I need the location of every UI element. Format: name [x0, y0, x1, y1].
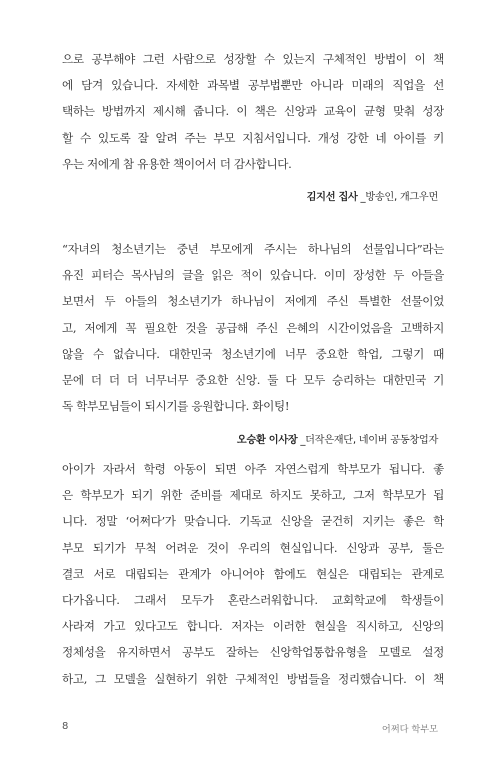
- text-line: 택하는 방법까지 제시해 줍니다. 이 책은 신앙과 교육이 균형 맞춰 성장: [62, 104, 444, 119]
- paragraph-2: [62, 236, 444, 419]
- paragraph-1: [62, 46, 444, 177]
- signature-separator: _: [297, 435, 306, 446]
- endorser-name: 오승환 이사장: [236, 435, 298, 446]
- text-line: 유진 피터슨 목사님의 글을 읽은 적이 있습니다. 이미 장성한 두 아들을: [62, 268, 444, 283]
- endorser-signature: [237, 431, 438, 446]
- endorser-name: 김지선 집사: [306, 192, 358, 203]
- text-line: 결코 서로 대립되는 관계가 아니어야 함에도 현실은 대립되는 관계로: [62, 566, 444, 581]
- text-line: 고, 저에게 꼭 필요한 것을 공급해 주신 은혜의 시간이었음을 고백하지: [62, 320, 444, 335]
- endorser-title: 더작은재단, 네이버 공동창업자: [305, 435, 438, 446]
- text-line: 으로 공부해야 그런 사람으로 성장할 수 있는지 구체적인 방법이 이 책: [62, 52, 444, 66]
- text-line: 사라져 가고 있다고도 합니다. 저자는 이러한 현실을 직시하고, 신앙의: [62, 619, 444, 634]
- text-line: 은 학부모가 되기 위한 준비를 제대로 하지도 못하고, 그저 학부모가 됩: [62, 488, 444, 503]
- text-line: 니다. 정말 ‘어쩌다’가 맞습니다. 기독교 신앙을 굳건히 지키는 좋은 학: [62, 514, 444, 529]
- paragraph-3: [62, 456, 444, 692]
- text-line: 우는 저에게 참 유용한 책이어서 더 감사합니다.: [62, 156, 292, 171]
- text-line: 아이가 자라서 학령 아동이 되면 아주 자연스럽게 학부모가 됩니다. 좋: [62, 462, 444, 476]
- text-line: 에 담겨 있습니다. 자세한 과목별 공부법뿐만 아니라 미래의 직업을 선: [62, 78, 444, 93]
- text-line: 않을 수 없습니다. 대한민국 청소년기에 너무 중요한 학업, 그렇기 때: [62, 346, 444, 361]
- text-line: 할 수 있도록 잘 알려 주는 부모 지침서입니다. 개성 강한 네 아이를 키: [62, 130, 444, 145]
- text-line: 문에 더 더 더 너무너무 중요한 신앙. 둘 다 모두 승리하는 대한민국 기: [62, 372, 444, 387]
- endorser-signature: [307, 188, 438, 203]
- running-title: 어쩌다 학부모: [381, 724, 438, 735]
- signature-separator: _: [357, 192, 366, 203]
- text-line: 정체성을 유지하면서 공부도 잘하는 신앙학업통합유형을 모델로 설정: [62, 645, 444, 660]
- text-line: 독 학부모님들이 되시기를 응원합니다. 화이팅!: [62, 399, 290, 414]
- text-line: 부모 되기가 무척 어려운 것이 우리의 현실입니다. 신앙과 공부, 둘은: [62, 540, 444, 555]
- text-line: 하고, 그 모델을 실현하기 위한 구체적인 방법들을 정리했습니다. 이 책: [62, 671, 444, 686]
- text-line: 다가옵니다. 그래서 모두가 혼란스러워합니다. 교회학교에 학생들이: [62, 592, 444, 607]
- text-line: “자녀의 청소년기는 중년 부모에게 주시는 하나님의 선물입니다”라는: [62, 242, 444, 256]
- text-line: 보면서 두 아들의 청소년기가 하나님이 저에게 주신 특별한 선물이었: [62, 294, 444, 309]
- endorser-title: 방송인, 개그우먼: [365, 192, 438, 203]
- page-number: 8: [62, 721, 69, 732]
